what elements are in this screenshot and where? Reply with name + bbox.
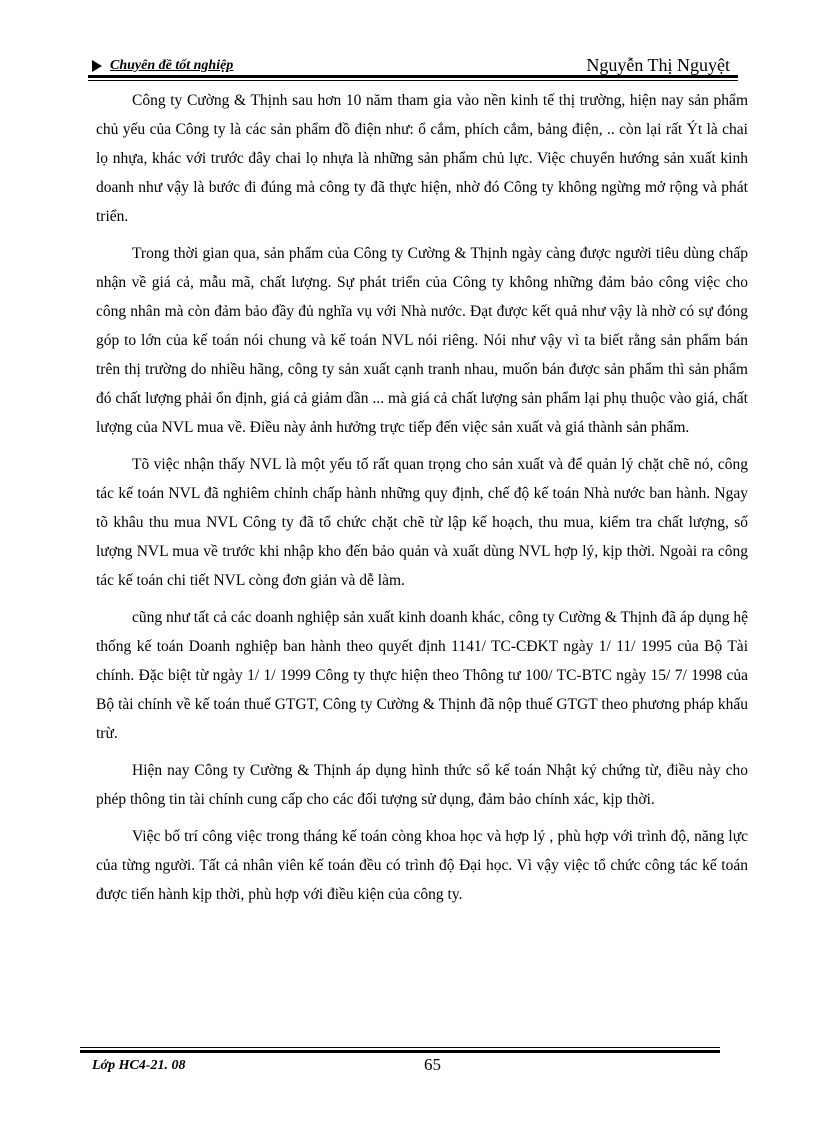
paragraph-5: Hiện nay Công ty Cường & Thịnh áp dụng hình thức sổ kế toán Nhật ký chứng từ, điều này cho phép thông tin tài chính cung cấp cho các đối tượng sử dụng, đảm bảo chính xác, kịp thời. xyxy=(96,762,748,808)
paragraph-3: Tõ việc nhận thấy NVL là một yếu tố rất quan trọng cho sản xuất và để quản lý chặt chẽ nó, công tác kế toán NVL đã nghiêm chỉnh chấp hành những quy định, chế độ kế toán Nhà nước ban hành. Ngay tõ khâu thu mua NVL Công ty đã tổ chức chặt chẽ từ lập kế hoạch, thu mua, kiểm tra chất lượng, số lượng NVL mua về trước khi nhập kho đến bảo quản và xuất dùng NVL hợp lý, kịp thời. Ngoài ra công tác kế toán chi tiết NVL còng đơn giản và dễ làm. xyxy=(96,456,748,589)
paragraph-1: Công ty Cường & Thịnh sau hơn 10 năm tham gia vào nền kinh tế thị trường, hiện nay sản phẩm chủ yếu của Công ty là các sản phẩm đồ điện như: ổ cắm, phích cắm, bảng điện, .. còn lại rất Ýt là chai lọ nhựa, khác với trước đây chai lọ nhựa là những sản phẩm chủ lực. Việc chuyển hướng sản xuất kinh doanh như vậy là bước đi đúng mà công ty đã thực hiện, nhờ đó Công ty không ngừng mở rộng và phát triển. xyxy=(96,92,748,225)
paragraph-2: Trong thời gian qua, sản phẩm của Công ty Cường & Thịnh ngày càng được người tiêu dùng chấp nhận về giá cả, mẫu mã, chất lượng. Sự phát triển của Công ty không những đảm bảo công việc cho công nhân mà còn đảm bảo đầy đủ nghĩa vụ với Nhà nước. Đạt được kết quả như vậy là nhờ có sự đóng góp to lớn của kế toán nói chung và kế toán NVL nói riêng. Nói như vậy vì ta biết rằng sản phẩm bán trên thị trường do nhiều hãng, công ty sản xuất cạnh tranh nhau, muốn bán được sản phẩm thì sản phẩm đó chất lượng phải ổn định, giá cả giảm dần ... mà giá cả chất lượng sản phẩm lại phụ thuộc vào giá, chất lượng của NVL mua về. Điều này ảnh hưởng trực tiếp đến việc sản xuất và giá thành sản phẩm. xyxy=(96,245,748,436)
footer-rule-thick xyxy=(80,1050,720,1053)
document-body xyxy=(96,86,748,917)
footer-class-label: Lớp HC4-21. 08 xyxy=(92,1058,186,1073)
header-rule-thick xyxy=(88,75,738,78)
paragraph-4: cũng như tất cả các doanh nghiệp sản xuất kinh doanh khác, công ty Cường & Thịnh đã áp dụng hệ thống kế toán Doanh nghiệp ban hành theo quyết định 1141/ TC-CĐKT ngày 1/ 11/ 1995 của Bộ Tài chính. Đặc biệt từ ngày 1/ 1/ 1999 Công ty thực hiện theo Thông tư 100/ TC-BTC ngày 15/ 7/ 1998 của Bộ tài chính về kế toán thuế GTGT, Công ty Cường & Thịnh đã nộp thuế GTGT theo phương pháp khấu trừ. xyxy=(96,609,748,742)
header-author-name: Nguyễn Thị Nguyệt xyxy=(586,55,730,75)
footer-rule-thin xyxy=(80,1047,720,1048)
header-left-text: Chuyên đề tốt nghiệp xyxy=(110,58,234,73)
page-number: 65 xyxy=(424,1055,441,1074)
header-section-title xyxy=(92,58,233,74)
header-rule-thin xyxy=(88,80,738,81)
page-header xyxy=(92,52,738,76)
paragraph-6: Việc bố trí công việc trong tháng kế toán còng khoa học và hợp lý , phù hợp với trình độ, năng lực của từng người. Tất cả nhân viên kế toán đều có trình độ Đại học. Vì vậy việc tổ chức công tác kế toán được tiến hành kịp thời, phù hợp với điều kiện của công ty. xyxy=(96,828,748,903)
arrow-bullet-icon xyxy=(92,60,102,72)
